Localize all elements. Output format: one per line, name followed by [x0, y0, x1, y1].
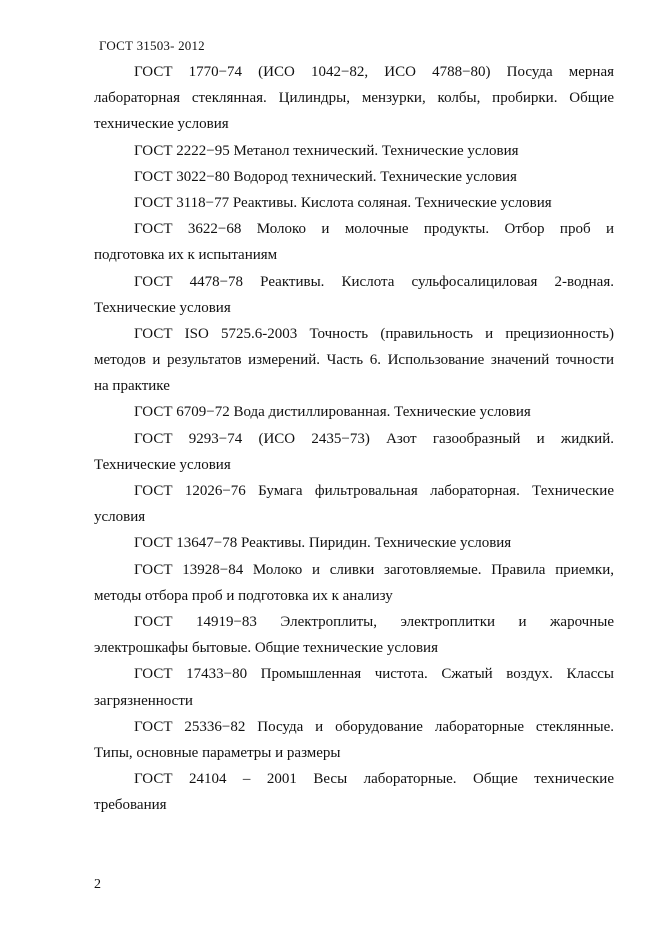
document-header: ГОСТ 31503- 2012 — [99, 38, 205, 53]
reference-line: лабораторная стеклянная. Цилиндры, мензурки, колбы, пробирки. Общие — [94, 90, 614, 107]
reference-line: требования — [94, 797, 167, 814]
reference-line: ГОСТ 9293−74 (ИСО 2435−73) Азот газообразный и жидкий. — [134, 430, 614, 447]
reference-item-gost-9293-74 — [94, 426, 614, 478]
reference-item-gost-3622-68 — [94, 216, 614, 268]
reference-line: методов и результатов измерений. Часть 6. Использование значений точности — [94, 352, 614, 369]
reference-line: Технические условия — [94, 299, 231, 316]
reference-item-gost-6709-72 — [94, 399, 614, 425]
reference-line: на практике — [94, 378, 170, 395]
reference-item-gost-17433-80 — [94, 661, 614, 713]
reference-line: ГОСТ 13647−78 Реактивы. Пиридин. Технические условия — [134, 535, 512, 552]
reference-item-gost-13647-78 — [94, 530, 614, 556]
reference-line: ГОСТ 3118−77 Реактивы. Кислота соляная. Технические условия — [134, 194, 552, 211]
reference-line: ГОСТ 17433−80 Промышленная чистота. Сжатый воздух. Классы — [134, 666, 614, 683]
reference-line: ГОСТ 3622−68 Молоко и молочные продукты. Отбор проб и — [134, 221, 614, 238]
reference-item-gost-2222-95 — [94, 138, 614, 164]
page-number: 2 — [94, 877, 101, 892]
reference-line: ГОСТ 1770−74 (ИСО 1042−82, ИСО 4788−80) Посуда мерная — [134, 64, 614, 80]
reference-line: ГОСТ 24104 – 2001 Весы лабораторные. Общие технические — [134, 771, 614, 788]
reference-line: ГОСТ 4478−78 Реактивы. Кислота сульфосалициловая 2-водная. — [134, 273, 614, 290]
reference-item-gost-12026-76 — [94, 478, 614, 530]
reference-line: Типы, основные параметры и размеры — [94, 744, 341, 761]
reference-line: Технические условия — [94, 456, 231, 473]
reference-line: методы отбора проб и подготовка их к анализу — [94, 587, 393, 604]
reference-item-gost-24104-2001 — [94, 766, 614, 818]
reference-line: электрошкафы бытовые. Общие технические условия — [94, 640, 438, 657]
reference-line: ГОСТ 14919−83 Электроплиты, электроплитки и жарочные — [134, 613, 614, 630]
reference-item-gost-3118-77 — [94, 190, 614, 216]
reference-item-gost-14919-83 — [94, 609, 614, 661]
reference-line: ГОСТ 3022−80 Водород технический. Технические условия — [134, 168, 517, 185]
reference-item-gost-13928-84 — [94, 557, 614, 609]
reference-line: условия — [94, 509, 146, 526]
reference-line: ГОСТ 12026−76 Бумага фильтровальная лабораторная. Технические — [134, 483, 614, 499]
reference-line: ГОСТ 25336−82 Посуда и оборудование лабораторные стеклянные. — [134, 718, 614, 735]
reference-item-gost-3022-80 — [94, 164, 614, 190]
reference-item-gost-iso-5725-6-2003 — [94, 321, 614, 400]
reference-line: ГОСТ 6709−72 Вода дистиллированная. Технические условия — [134, 404, 531, 421]
reference-line: ГОСТ 13928−84 Молоко и сливки заготовляемые. Правила приемки, — [134, 561, 614, 578]
reference-item-gost-25336-82 — [94, 714, 614, 766]
reference-line: технические условия — [94, 116, 229, 133]
reference-line: ГОСТ ISO 5725.6-2003 Точность (правильность и прецизионность) — [134, 325, 614, 342]
reference-line: подготовка их к испытаниям — [94, 247, 278, 264]
reference-line: ГОСТ 2222−95 Метанол технический. Технические условия — [134, 142, 519, 159]
reference-item-gost-4478-78 — [94, 269, 614, 321]
normative-references-list — [94, 59, 614, 818]
reference-line: загрязненности — [94, 692, 193, 709]
reference-item-gost-1770-74 — [94, 59, 614, 138]
